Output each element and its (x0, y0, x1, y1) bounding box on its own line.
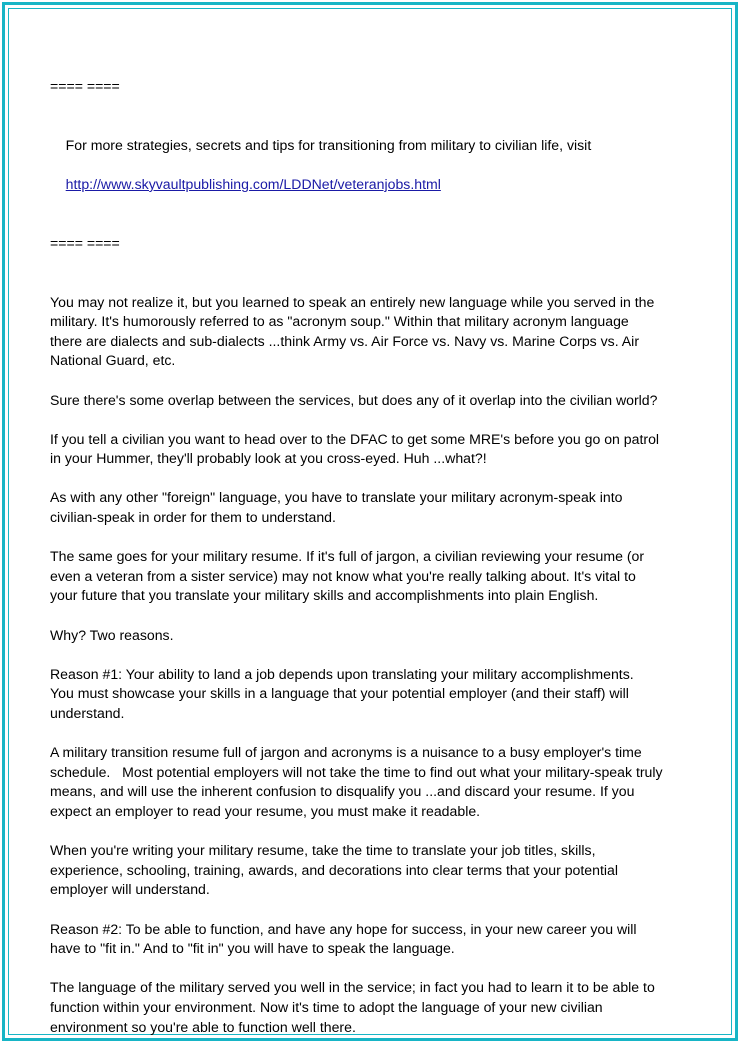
paragraph-military-resume: The same goes for your military resume. If it's full of jargon, a civilian reviewing your resume (or even a veteran from a sister service) may not know what you're really talking about. It's vital to your future that you translate your military skills and accomplishments into plain English. (50, 548, 645, 604)
paragraph-overlap: Sure there's some overlap between the services, but does any of it overlap into the civilian world? (50, 391, 658, 408)
paragraph-foreign-language: As with any other "foreign" language, you have to translate your military acronym-speak into civilian-speak in order for them to understand. (50, 489, 623, 526)
separator-top: ==== ==== (50, 78, 120, 94)
paragraph-two-reasons: Why? Two reasons. (50, 626, 174, 643)
separator-bottom: ==== ==== (50, 234, 120, 251)
paragraph-dfac: If you tell a civilian you want to head over to the DFAC to get some MRE's before you go on patrol in your Hummer, they'll probably look at you cross-eyed. Huh ...what?! (50, 430, 660, 467)
intro-text: For more strategies, secrets and tips for transitioning from military to civilian life, visit (65, 136, 592, 153)
veteran-jobs-link[interactable]: http://www.skyvaultpublishing.com/LDDNet/veteranjobs.html (65, 175, 441, 192)
paragraph-translate: When you're writing your military resume, take the time to translate your job titles, skills, experience, schooling, training, awards, and decorations into clear terms that your potential employer will understand. (50, 842, 618, 898)
paragraph-adopt-language: The language of the military served you well in the service; in fact you had to learn it to be able to function within your environment. Now it's time to adopt the language of your new civilian environment so you're able to function well there. (50, 979, 655, 1035)
intro-paragraph (50, 116, 695, 214)
paragraph-jargon: A military transition resume full of jargon and acronyms is a nuisance to a busy employer's time schedule. Most potential employers will not take the time to find out what your military-speak truly means, and will use the inherent confusion to disqualify you ...and discard your resume. If you expect an employer to read your resume, you must make it readable. (50, 744, 663, 819)
paragraph-reason-1: Reason #1: Your ability to land a job depends upon translating your military accomplishments. You must showcase your skills in a language that your potential employer (and their staff) will understand. (50, 665, 634, 721)
paragraph-acronym-soup: You may not realize it, but you learned to speak an entirely new language while you served in the military. It's humorously referred to as "acronym soup." Within that military acronym language there are dialects and sub-dialects ...think Army vs. Air Force vs. Navy vs. Marine Corps vs. Air National Guard, etc. (50, 293, 655, 369)
document-body (50, 77, 695, 1057)
paragraph-reason-2: Reason #2: To be able to function, and have any hope for success, in your new career you will have to "fit in." And to "fit in" you will have to speak the language. (50, 920, 637, 957)
